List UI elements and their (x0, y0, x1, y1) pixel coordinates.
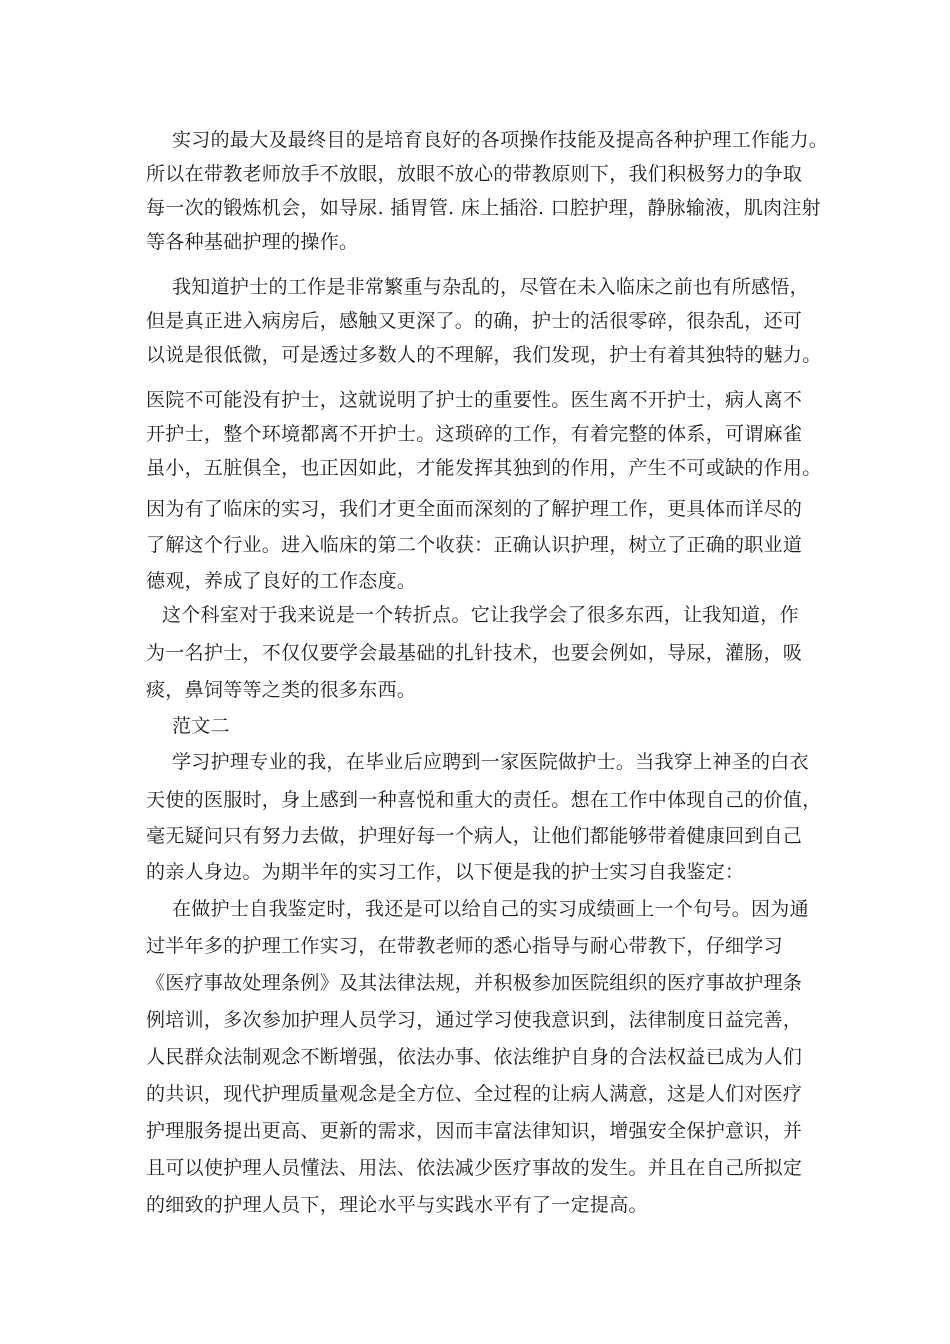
text-line-29: 且可以使护理人员懂法、用法、依法减少医疗事故的发生。并且在自己所拟定 (146, 1157, 803, 1179)
text-line-15: 为一名护士，不仅仅要学会最基础的扎针技术，也要会例如，导尿，灌肠，吸 (146, 642, 803, 664)
text-line-12: 了解这个行业。进入临床的第二个收获：正确认识护理，树立了正确的职业道 (146, 534, 803, 556)
text-line-10: 虽小，五脏俱全，也正因如此，才能发挥其独到的作用，产生不可或缺的作用。 (146, 457, 822, 479)
text-line-1: 实习的最大及最终目的是培育良好的各项操作技能及提高各种护理工作能力。 (172, 129, 829, 151)
text-line-13: 德观，养成了良好的工作态度。 (146, 570, 417, 592)
text-line-19: 天使的医服时，身上感到一种喜悦和重大的责任。想在工作中体现自己的价值， (146, 789, 822, 811)
text-line-18: 学习护理专业的我，在毕业后应聘到一家医院做护士。当我穿上神圣的白衣 (172, 751, 809, 773)
text-line-16: 痰，鼻饲等等之类的很多东西。 (146, 679, 417, 701)
text-line-26: 人民群众法制观念不断增强，依法办事、依法维护自身的合法权益已成为人们 (146, 1046, 803, 1068)
text-line-5: 我知道护士的工作是非常繁重与杂乱的，尽管在未入临床之前也有所感悟， (172, 276, 809, 298)
text-line-21: 的亲人身边。为期半年的实习工作，以下便是我的护士实习自我鉴定： (146, 861, 745, 883)
text-line-6: 但是真正进入病房后，感触又更深了。的确，护士的活很零碎，很杂乱，还可 (146, 310, 803, 332)
text-line-11: 因为有了临床的实习，我们才更全面而深刻的了解护理工作，更具体而详尽的 (146, 498, 803, 520)
text-line-3: 每一次的锻炼机会，如导尿. 插胃管. 床上插浴. 口腔护理，静脉输液，肌肉注射 (146, 197, 821, 219)
text-line-14: 这个科室对于我来说是一个转折点。它让我学会了很多东西，让我知道，作 (162, 604, 799, 626)
text-line-7: 以说是很低微，可是透过多数人的不理解，我们发现，护士有着其独特的魅力。 (146, 344, 822, 366)
text-line-4: 等各种基础护理的操作。 (146, 231, 359, 253)
text-line-27: 的共识，现代护理质量观念是全方位、全过程的让病人满意，这是人们对医疗 (146, 1083, 803, 1105)
text-line-30: 的细致的护理人员下，理论水平与实践水平有了一定提高。 (146, 1194, 648, 1216)
text-line-20: 毫无疑问只有努力去做，护理好每一个病人，让他们都能够带着健康回到自己 (146, 825, 803, 847)
text-line-24: 《医疗事故处理条例》及其法律法规，并积极参加医院组织的医疗事故护理条 (146, 972, 803, 994)
text-line-25: 例培训，多次参加护理人员学习，通过学习使我意识到，法律制度日益完善， (146, 1009, 803, 1031)
text-line-8: 医院不可能没有护士，这就说明了护士的重要性。医生离不开护士，病人离不 (146, 389, 803, 411)
text-line-23: 过半年多的护理工作实习，在带教老师的悉心指导与耐心带教下，仔细学习 (146, 935, 783, 957)
text-line-2: 所以在带教老师放手不放眼，放眼不放心的带教原则下，我们积极努力的争取 (146, 163, 803, 185)
text-line-22: 在做护士自我鉴定时，我还是可以给自己的实习成绩画上一个句号。因为通 (172, 898, 809, 920)
text-line-28: 护理服务提出更高、更新的需求，因而丰富法律知识，增强安全保护意识，并 (146, 1120, 803, 1142)
section-heading: 范文二 (172, 715, 230, 737)
text-line-9: 开护士，整个环境都离不开护士。这琐碎的工作，有着完整的体系，可谓麻雀 (146, 423, 803, 445)
